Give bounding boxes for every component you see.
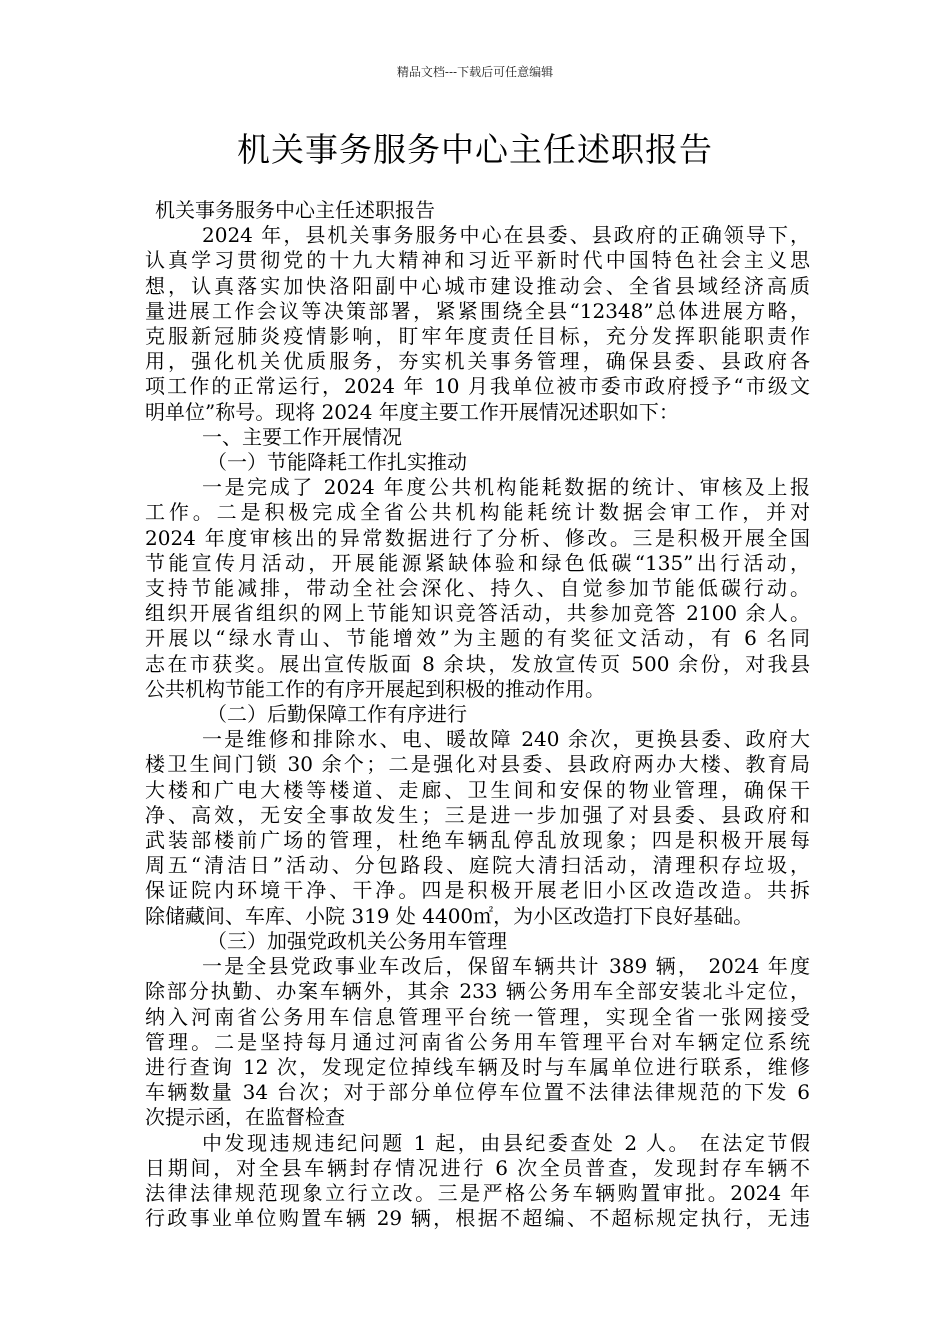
body-line: 大楼和广电大楼等楼道、走廊、卫生间和安保的物业管理，确保干 [145,777,810,802]
body-line: 一是全县党政事业车改后，保留车辆共计 389 辆， 2024 年度 [202,954,810,979]
body-line: 用，强化机关优质服务，夯实机关事务管理，确保县委、县政府各 [145,349,810,374]
body-line: 量进展工作会议等决策部署，紧紧围绕全县“12348”总体进展方略， [145,298,810,323]
body-line: （三）加强党政机关公务用车管理 [207,928,507,953]
body-line: 次提示函，在监督检查 [145,1105,345,1130]
body-line: 一是维修和排除水、电、暖故障 240 余次，更换县委、政府大 [202,727,810,752]
body-line: 一、主要工作开展情况 [202,424,402,449]
body-line: （一）节能降耗工作扎实推动 [207,450,467,475]
body-line: 进行查询 12 次，发现定位掉线车辆及时与车属单位进行联系，维修 [145,1054,810,1079]
body-line: 管理。二是坚持每月通过河南省公务用车管理平台对车辆定位系统 [145,1029,810,1054]
body-line: 除储藏间、车库、小院 319 处 4400㎡，为小区改造打下良好基础。 [145,903,754,928]
body-line: 日期间，对全县车辆封存情况进行 6 次全员普查，发现封存车辆不 [145,1155,810,1180]
body-line: 中发现违规违纪问题 1 起，由县纪委查处 2 人。 在法定节假 [202,1130,810,1155]
body-line: 楼卫生间门锁 30 余个；二是强化对县委、县政府两办大楼、教育局 [145,752,810,777]
body-line: 保证院内环境干净、干净。四是积极开展老旧小区改造改造。共拆 [145,878,810,903]
body-line: 认真学习贯彻党的十九大精神和习近平新时代中国特色社会主义思 [145,248,810,273]
body-line: 行政事业单位购置车辆 29 辆，根据不超编、不超标规定执行，无违 [145,1206,810,1231]
body-line: 机关事务服务中心主任述职报告 [155,198,435,222]
body-line: 开展以“绿水青山、节能增效”为主题的有奖征文活动，有 6 名同 [145,626,810,651]
header-note: 精品文档---下载后可任意编辑 [396,65,554,79]
body-line: 周五“清洁日”活动、分包路段、庭院大清扫活动，清理积存垃圾， [145,853,810,878]
document-body [145,198,810,1231]
body-line: 志在市获奖。展出宣传版面 8 余块，发放宣传页 500 余份，对我县 [145,651,810,676]
body-line: 净、高效，无安全事故发生；三是进一步加强了对县委、县政府和 [145,802,810,827]
body-line: 节能宣传月活动，开展能源紧缺体验和绿色低碳“135”出行活动， [145,550,810,575]
body-line: 组织开展省组织的网上节能知识竞答活动，共参加竞答 2100 余人。 [145,601,810,626]
body-line: 想，认真落实加快洛阳副中心城市建设推动会、全省县域经济高质 [145,273,810,298]
body-line: 2024 年，县机关事务服务中心在县委、县政府的正确领导下， [202,223,810,248]
body-line: 一是完成了 2024 年度公共机构能耗数据的统计、审核及上报 [202,475,810,500]
body-line: 支持节能减排，带动全社会深化、持久、自觉参加节能低碳行动。 [145,576,810,601]
body-line: 项工作的正常运行，2024 年 10 月我单位被市委市政府授予“市级文 [145,374,810,399]
body-line: 2024 年度审核出的异常数据进行了分析、修改。三是积极开展全国 [145,525,810,550]
body-line: 武装部楼前广场的管理，杜绝车辆乱停乱放现象；四是积极开展每 [145,828,810,853]
body-line: 车辆数量 34 台次；对于部分单位停车位置不法律法律规范的下发 6 [145,1080,810,1105]
body-line: 克服新冠肺炎疫情影响，盯牢年度责任目标，充分发挥职能职责作 [145,324,810,349]
document-title: 机关事务服务中心主任述职报告 [237,130,713,169]
body-line: 明单位”称号。现将 2024 年度主要工作开展情况述职如下： [145,399,679,424]
body-line: 除部分执勤、办案车辆外，其余 233 辆公务用车全部安装北斗定位， [145,979,810,1004]
body-line: 纳入河南省公务用车信息管理平台统一管理，实现全省一张网接受 [145,1004,810,1029]
body-line: 公共机构节能工作的有序开展起到积极的推动作用。 [145,676,605,701]
body-line: （二）后勤保障工作有序进行 [207,702,467,727]
body-line: 法律法律规范现象立行立改。三是严格公务车辆购置审批。2024 年 [145,1180,810,1205]
body-line: 工作。二是积极完成全省公共机构能耗统计数据会审工作，并对 [145,500,810,525]
